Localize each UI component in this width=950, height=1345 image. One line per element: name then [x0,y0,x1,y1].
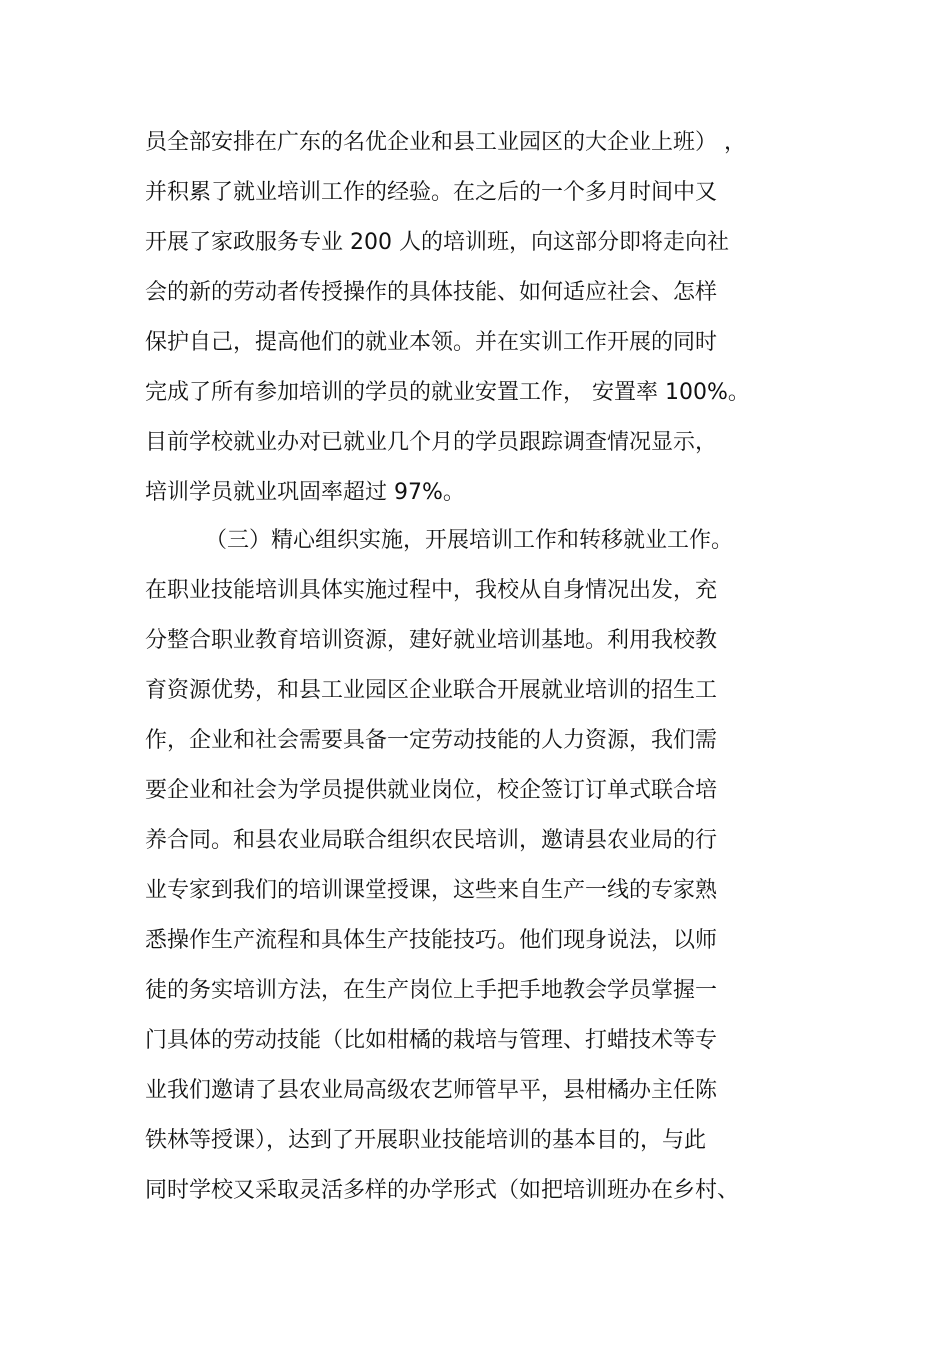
text-line: 开展了家政服务专业 200 人的培训班，向这部分即将走向社 [145,230,729,255]
text-line: 悉操作生产流程和具体生产技能技巧。他们现身说法，以师 [145,928,718,953]
text-line: 作，企业和社会需要具备一定劳动技能的人力资源，我们需 [145,728,718,753]
text-line: 在职业技能培训具体实施过程中，我校从自身情况出发，充 [145,578,718,603]
text-line: 育资源优势，和县工业园区企业联合开展就业培训的招生工 [145,678,718,703]
text-line: 要企业和社会为学员提供就业岗位，校企签订订单式联合培 [145,778,718,803]
text-line: 保护自己，提高他们的就业本领。并在实训工作开展的同时 [145,330,718,355]
text-line: 培训学员就业巩固率超过 97%。 [145,480,465,505]
text-line: 门具体的劳动技能（比如柑橘的栽培与管理、打蜡技术等专 [145,1028,718,1053]
text-line: 业专家到我们的培训课堂授课，这些来自生产一线的专家熟 [145,878,718,903]
text-line: 同时学校又采取灵活多样的办学形式（如把培训班办在乡村、 [145,1178,740,1203]
text-line: 会的新的劳动者传授操作的具体技能、如何适应社会、怎样 [145,280,718,305]
section-heading: （三）精心组织实施，开展培训工作和转移就业工作。 [205,528,734,553]
text-line: 员全部安排在广东的名优企业和县工业园区的大企业上班） ， [145,130,746,155]
text-line: 分整合职业教育培训资源，建好就业培训基地。利用我校教 [145,628,718,653]
text-line: 养合同。和县农业局联合组织农民培训，邀请县农业局的行 [145,828,718,853]
text-line: 并积累了就业培训工作的经验。在之后的一个多月时间中又 [145,180,718,205]
text-line: 铁林等授课），达到了开展职业技能培训的基本目的，与此 [145,1128,707,1153]
text-line: 目前学校就业办对已就业几个月的学员跟踪调查情况显示， [145,430,718,455]
text-line: 业我们邀请了县农业局高级农艺师管早平，县柑橘办主任陈 [145,1078,718,1103]
text-line: 完成了所有参加培训的学员的就业安置工作， 安置率 100%。 [145,380,750,405]
text-line: 徒的务实培训方法，在生产岗位上手把手地教会学员掌握一 [145,978,718,1003]
